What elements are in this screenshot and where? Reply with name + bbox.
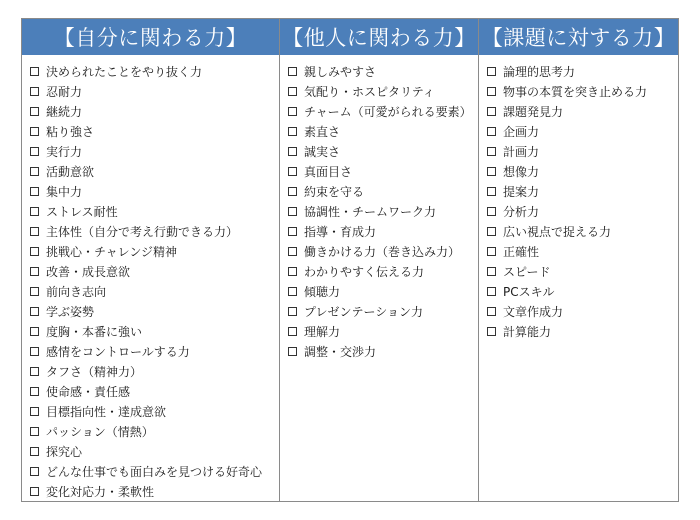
checklist-item-label: 忍耐力 bbox=[46, 84, 83, 99]
checklist-item-label: 想像力 bbox=[503, 164, 540, 179]
checklist-item-label: プレゼンテーション力 bbox=[304, 304, 424, 319]
checklist-item-label: 探究心 bbox=[46, 444, 83, 459]
checklist-item-label: 変化対応力・柔軟性 bbox=[46, 484, 155, 499]
checkbox-icon[interactable] bbox=[288, 347, 297, 356]
checklist-item-label: 指導・育成力 bbox=[304, 224, 377, 239]
checklist-item[interactable] bbox=[288, 141, 478, 161]
checklist-item-label: 学ぶ姿勢 bbox=[46, 304, 95, 319]
checklist-item[interactable] bbox=[30, 181, 279, 201]
checklist-item[interactable] bbox=[288, 101, 478, 121]
checklist-item-label: 使命感・責任感 bbox=[46, 384, 131, 399]
checkbox-icon[interactable] bbox=[487, 127, 496, 136]
checkbox-icon[interactable] bbox=[288, 107, 297, 116]
checkbox-icon[interactable] bbox=[30, 127, 39, 136]
checkbox-icon[interactable] bbox=[487, 147, 496, 156]
checkbox-icon[interactable] bbox=[288, 327, 297, 336]
checklist-item-label: 継続力 bbox=[46, 104, 83, 119]
checklist-item[interactable] bbox=[30, 241, 279, 261]
checklist-item[interactable] bbox=[30, 441, 279, 461]
checklist-item-label: 集中力 bbox=[46, 184, 83, 199]
checkbox-icon[interactable] bbox=[30, 167, 39, 176]
checklist-item-label: 実行力 bbox=[46, 144, 83, 159]
checkbox-icon[interactable] bbox=[288, 247, 297, 256]
checkbox-icon[interactable] bbox=[487, 287, 496, 296]
checklist-item-label: 真面目さ bbox=[304, 164, 353, 179]
checkbox-icon[interactable] bbox=[30, 447, 39, 456]
checklist-item[interactable] bbox=[487, 221, 678, 241]
checklist-item[interactable] bbox=[30, 461, 279, 481]
checklist-item[interactable] bbox=[288, 201, 478, 221]
checklist-item-label: 提案力 bbox=[503, 184, 540, 199]
checkbox-icon[interactable] bbox=[30, 187, 39, 196]
checklist-item[interactable] bbox=[487, 181, 678, 201]
checklist-item[interactable] bbox=[288, 341, 478, 361]
checklist-item[interactable] bbox=[487, 121, 678, 141]
checklist-item-label: 広い視点で捉える力 bbox=[503, 224, 612, 239]
checklist-item-label: 素直さ bbox=[304, 124, 341, 139]
checklist-item-label: 目標指向性・達成意欲 bbox=[46, 404, 167, 419]
checklist-item[interactable] bbox=[30, 481, 279, 501]
checklist-item-label: 課題発見力 bbox=[503, 104, 564, 119]
checklist-item[interactable] bbox=[288, 301, 478, 321]
header-self-skills: 【自分に関わる力】 bbox=[22, 19, 280, 55]
checklist-item[interactable] bbox=[487, 161, 678, 181]
checklist-item[interactable] bbox=[487, 141, 678, 161]
checklist-item[interactable] bbox=[487, 301, 678, 321]
checklist-item-label: スピード bbox=[503, 264, 551, 279]
checklist-item-label: 度胸・本番に強い bbox=[46, 324, 143, 339]
checkbox-icon[interactable] bbox=[30, 67, 39, 76]
checkbox-icon[interactable] bbox=[288, 227, 297, 236]
checkbox-icon[interactable] bbox=[487, 167, 496, 176]
checkbox-icon[interactable] bbox=[30, 387, 39, 396]
checklist-item[interactable] bbox=[487, 281, 678, 301]
checklist-item[interactable] bbox=[30, 321, 279, 341]
checkbox-icon[interactable] bbox=[487, 247, 496, 256]
checkbox-icon[interactable] bbox=[30, 247, 39, 256]
checkbox-icon[interactable] bbox=[30, 107, 39, 116]
skills-checklist-table bbox=[21, 18, 679, 502]
checklist-item[interactable] bbox=[30, 161, 279, 181]
checkbox-icon[interactable] bbox=[30, 487, 39, 496]
column-interpersonal-skills bbox=[280, 55, 479, 501]
checklist-item[interactable] bbox=[30, 261, 279, 281]
checkbox-icon[interactable] bbox=[30, 227, 39, 236]
checklist-item[interactable] bbox=[288, 321, 478, 341]
checklist-item[interactable] bbox=[288, 261, 478, 281]
checklist-item-label: 感情をコントロールする力 bbox=[46, 344, 190, 359]
checkbox-icon[interactable] bbox=[487, 227, 496, 236]
checklist-item[interactable] bbox=[30, 141, 279, 161]
checkbox-icon[interactable] bbox=[30, 367, 39, 376]
checkbox-icon[interactable] bbox=[487, 207, 496, 216]
checklist-item-label: 計画力 bbox=[503, 144, 540, 159]
checkbox-icon[interactable] bbox=[30, 147, 39, 156]
checklist-item-label: 前向き志向 bbox=[46, 284, 107, 299]
checklist-item[interactable] bbox=[30, 201, 279, 221]
checkbox-icon[interactable] bbox=[288, 127, 297, 136]
checklist-item-label: 文章作成力 bbox=[503, 304, 564, 319]
checklist-item-label: わかりやすく伝える力 bbox=[304, 264, 425, 279]
checklist-item[interactable] bbox=[487, 81, 678, 101]
checkbox-icon[interactable] bbox=[30, 207, 39, 216]
checklist-item-label: 正確性 bbox=[503, 244, 540, 259]
checklist-item-label: PCスキル bbox=[503, 284, 555, 299]
checklist-item-label: 調整・交渉力 bbox=[304, 344, 377, 359]
checkbox-icon[interactable] bbox=[30, 287, 39, 296]
checkbox-icon[interactable] bbox=[288, 167, 297, 176]
checkbox-icon[interactable] bbox=[288, 207, 297, 216]
checklist-item-label: 挑戦心・チャレンジ精神 bbox=[46, 244, 178, 259]
checklist-item[interactable] bbox=[30, 341, 279, 361]
checklist-item-label: 理解力 bbox=[304, 324, 341, 339]
checklist-item-label: 決められたことをやり抜く力 bbox=[46, 64, 203, 79]
checklist-item[interactable] bbox=[30, 121, 279, 141]
checklist-item[interactable] bbox=[30, 281, 279, 301]
checklist-item-label: 企画力 bbox=[503, 124, 540, 139]
checkbox-icon[interactable] bbox=[288, 287, 297, 296]
header-interpersonal-skills: 【他人に関わる力】 bbox=[280, 19, 479, 55]
checklist-item-label: タフさ（精神力） bbox=[46, 364, 143, 379]
checklist-item[interactable] bbox=[288, 81, 478, 101]
checklist-item[interactable] bbox=[288, 281, 478, 301]
checkbox-icon[interactable] bbox=[288, 267, 297, 276]
checklist-item-label: パッション（情熱） bbox=[46, 424, 154, 439]
checklist-item[interactable] bbox=[30, 421, 279, 441]
checklist-item[interactable] bbox=[288, 221, 478, 241]
header-problem-solving-skills: 【課題に対する力】 bbox=[479, 19, 678, 55]
checklist-item-label: 親しみやすさ bbox=[304, 64, 377, 79]
checklist-item-label: ストレス耐性 bbox=[46, 204, 118, 219]
checklist-item-label: どんな仕事でも面白みを見つける好奇心 bbox=[46, 464, 263, 479]
checklist-item[interactable] bbox=[288, 61, 478, 81]
checkbox-icon[interactable] bbox=[288, 87, 297, 96]
checklist-item[interactable] bbox=[487, 321, 678, 341]
checklist-item[interactable] bbox=[30, 361, 279, 381]
checkbox-icon[interactable] bbox=[288, 307, 297, 316]
checkbox-icon[interactable] bbox=[487, 107, 496, 116]
checkbox-icon[interactable] bbox=[30, 267, 39, 276]
checkbox-icon[interactable] bbox=[30, 427, 39, 436]
checklist-item-label: 傾聴力 bbox=[304, 284, 341, 299]
checklist-item-label: 誠実さ bbox=[304, 144, 341, 159]
checklist-item[interactable] bbox=[30, 81, 279, 101]
checklist-item-label: 気配り・ホスピタリティ bbox=[304, 84, 435, 99]
checklist-item[interactable] bbox=[288, 161, 478, 181]
checklist-item[interactable] bbox=[288, 241, 478, 261]
checkbox-icon[interactable] bbox=[487, 187, 496, 196]
checklist-item-label: 主体性（自分で考え行動できる力） bbox=[46, 224, 239, 239]
checkbox-icon[interactable] bbox=[30, 327, 39, 336]
checklist-item[interactable] bbox=[30, 61, 279, 81]
checkbox-icon[interactable] bbox=[288, 187, 297, 196]
checkbox-icon[interactable] bbox=[30, 347, 39, 356]
checkbox-icon[interactable] bbox=[30, 87, 39, 96]
checkbox-icon[interactable] bbox=[487, 87, 496, 96]
checklist-item-label: 物事の本質を突き止める力 bbox=[503, 84, 648, 99]
checkbox-icon[interactable] bbox=[30, 407, 39, 416]
checklist-item[interactable] bbox=[487, 61, 678, 81]
checkbox-icon[interactable] bbox=[487, 67, 496, 76]
checklist-item[interactable] bbox=[288, 181, 478, 201]
checklist-item[interactable] bbox=[487, 261, 678, 281]
checklist-item[interactable] bbox=[288, 121, 478, 141]
column-problem-solving-skills bbox=[479, 55, 678, 501]
checkbox-icon[interactable] bbox=[30, 307, 39, 316]
checklist-item[interactable] bbox=[487, 241, 678, 261]
checklist-item-label: 論理的思考力 bbox=[503, 64, 576, 79]
column-self-skills bbox=[22, 55, 280, 501]
checkbox-icon[interactable] bbox=[487, 327, 496, 336]
checkbox-icon[interactable] bbox=[288, 67, 297, 76]
checklist-item-label: 分析力 bbox=[503, 204, 540, 219]
checklist-item-label: 約束を守る bbox=[304, 184, 365, 199]
checklist-item[interactable] bbox=[487, 201, 678, 221]
checklist-item-label: チャーム（可愛がられる要素） bbox=[304, 104, 472, 119]
checklist-item-label: 協調性・チームワーク力 bbox=[304, 204, 437, 219]
checklist-item-label: 計算能力 bbox=[503, 324, 552, 339]
checkbox-icon[interactable] bbox=[487, 307, 496, 316]
checklist-item-label: 働きかける力（巻き込み力） bbox=[304, 244, 461, 259]
checkbox-icon[interactable] bbox=[30, 467, 39, 476]
checklist-item[interactable] bbox=[30, 381, 279, 401]
checkbox-icon[interactable] bbox=[487, 267, 496, 276]
checklist-item-label: 粘り強さ bbox=[46, 124, 95, 139]
checklist-item[interactable] bbox=[30, 401, 279, 421]
checklist-item[interactable] bbox=[487, 101, 678, 121]
checklist-item-label: 活動意欲 bbox=[46, 164, 95, 179]
checklist-item[interactable] bbox=[30, 301, 279, 321]
checklist-item-label: 改善・成長意欲 bbox=[46, 264, 131, 279]
checklist-item[interactable] bbox=[30, 101, 279, 121]
checkbox-icon[interactable] bbox=[288, 147, 297, 156]
checklist-item[interactable] bbox=[30, 221, 279, 241]
